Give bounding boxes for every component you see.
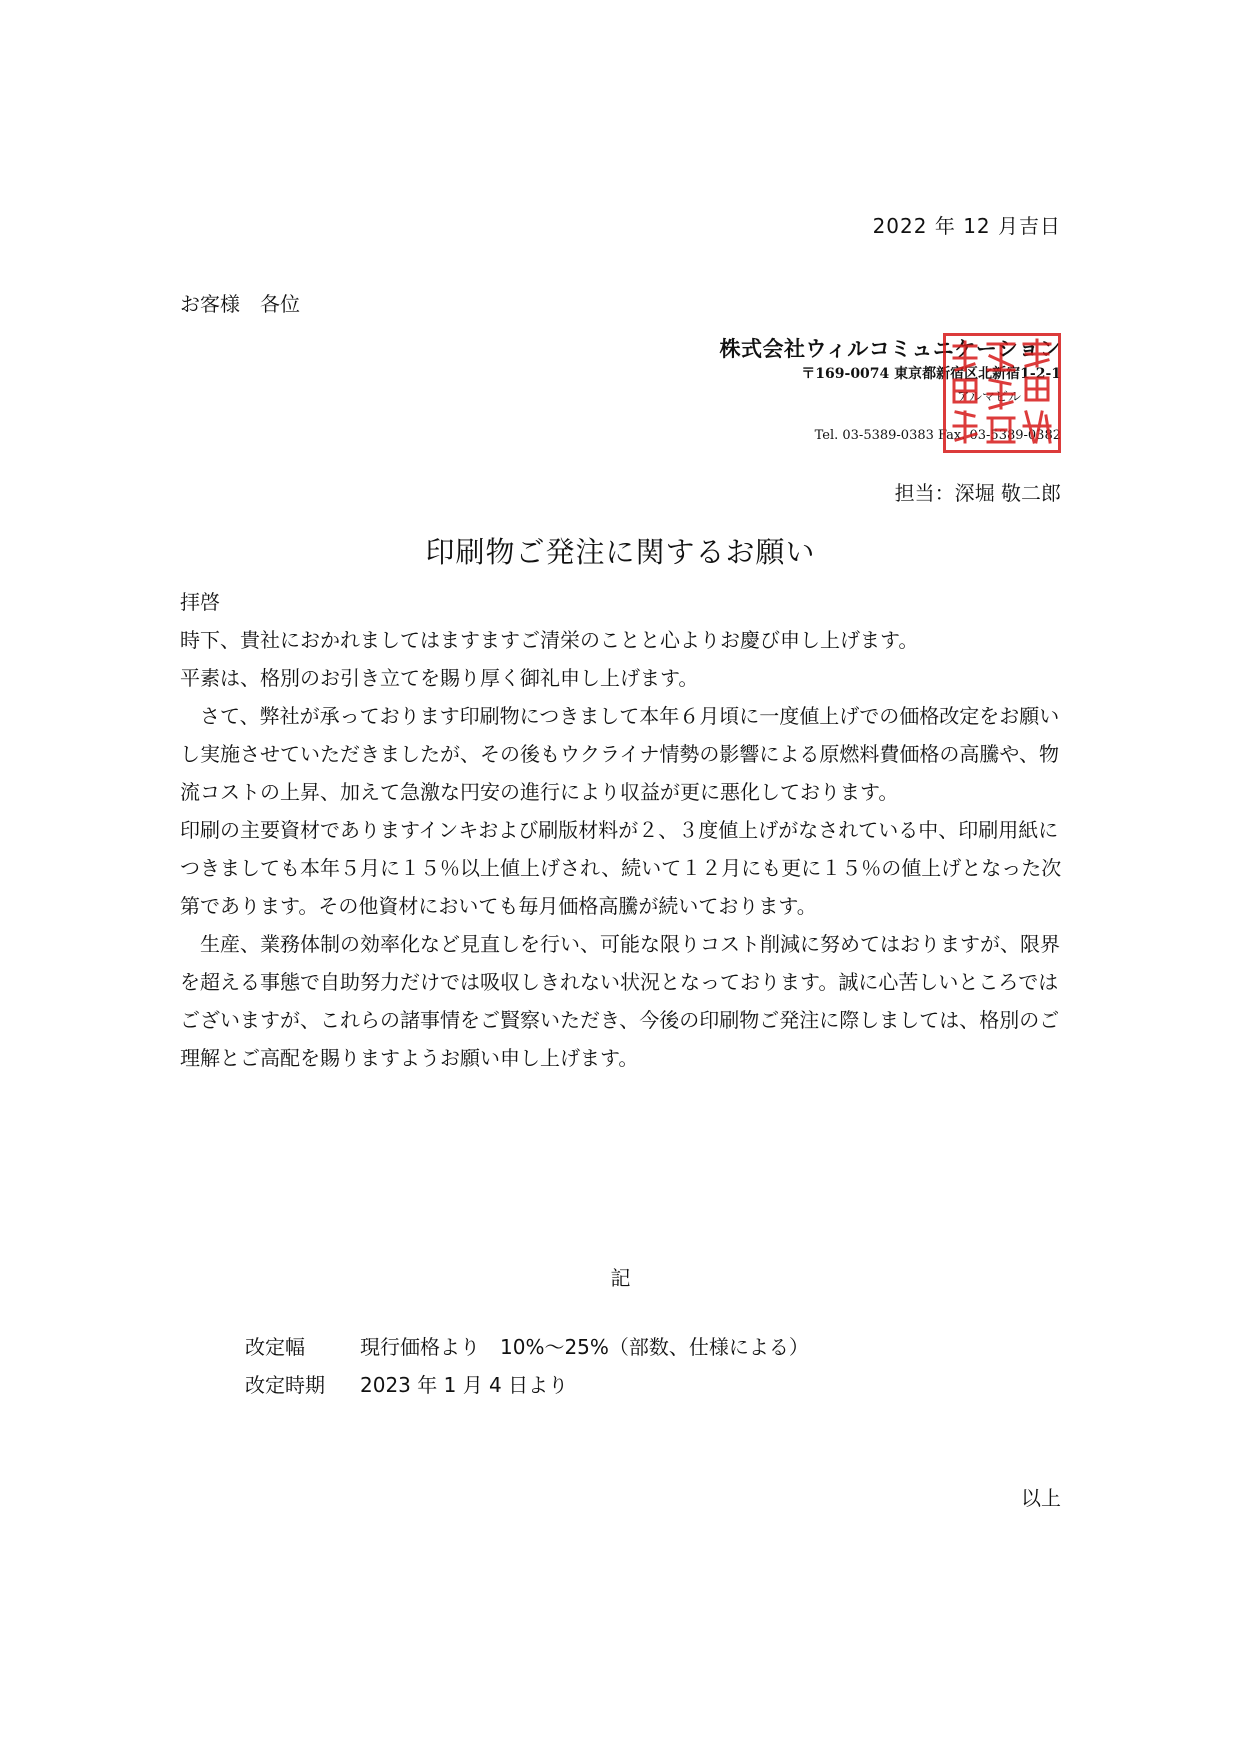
detail-label: 改定時期 — [245, 1373, 325, 1397]
salutation: 拝啓 — [180, 590, 220, 614]
company-seal-icon — [943, 333, 1061, 453]
detail-row — [245, 1366, 809, 1404]
ki-heading: 記 — [610, 1266, 631, 1290]
company-name: 株式会社ウィルコミュニケーション — [719, 336, 1061, 361]
body-paragraph-3: さて、弊社が承っております印刷物につきまして本年６月頃に一度値上げでの価格改定をお願いし実施させていただきましたが、その後もウクライナ情勢の影響による原燃料費価格の高騰や、物流コストの上昇、加えて急激な円安の進行により収益が更に悪化しております。 — [180, 704, 1060, 804]
body-paragraph-4: 印刷の主要資材でありますインキおよび刷版材料が２、３度値上げがなされている中、印刷用紙につきましても本年５月に１５％以上値上げされ、続いて１２月にも更に１５％の値上げとなった次第であります。その他資材においても毎月価格高騰が続いております。 — [180, 818, 1062, 918]
letter-body — [180, 583, 1070, 1077]
detail-value: 2023 年 1 月 4 日より — [360, 1373, 569, 1397]
detail-value: 現行価格より 10%～25%（部数、仕様による） — [360, 1335, 809, 1359]
details-list — [245, 1328, 809, 1404]
body-paragraph-1: 時下、貴社におかれましてはますますご清栄のことと心よりお慶び申し上げます。 — [180, 628, 919, 652]
company-address: 〒169-0074 東京都新宿区北新宿1-2-1 — [801, 366, 1061, 382]
recipient: お客様 各位 — [180, 292, 300, 316]
document-title: 印刷物ご発注に関するお願い — [425, 535, 816, 569]
body-paragraph-2: 平素は、格別のお引き立てを賜り厚く御礼申し上げます。 — [180, 666, 699, 690]
company-building: アルマビル — [956, 390, 1021, 405]
contact-person: 担当：深堀 敬二郎 — [894, 481, 1061, 505]
closing-word: 以上 — [1021, 1486, 1061, 1510]
document-date: 2022 年 12 月吉日 — [872, 214, 1061, 238]
company-tel-fax: Tel. 03-5389-0383 Fax. 03-5389-0382 — [814, 428, 1061, 443]
detail-label: 改定幅 — [245, 1335, 305, 1359]
detail-row — [245, 1328, 809, 1366]
body-paragraph-5: 生産、業務体制の効率化など見直しを行い、可能な限りコスト削減に努めてはおりますが、限界を超える事態で自助努力だけでは吸収しきれない状況となっております。誠に心苦しいところではございますが、これらの諸事情をご賢察いただき、今後の印刷物ご発注に際しましては、格別のご理解とご高配を賜りますようお願い申し上げます。 — [180, 932, 1060, 1070]
